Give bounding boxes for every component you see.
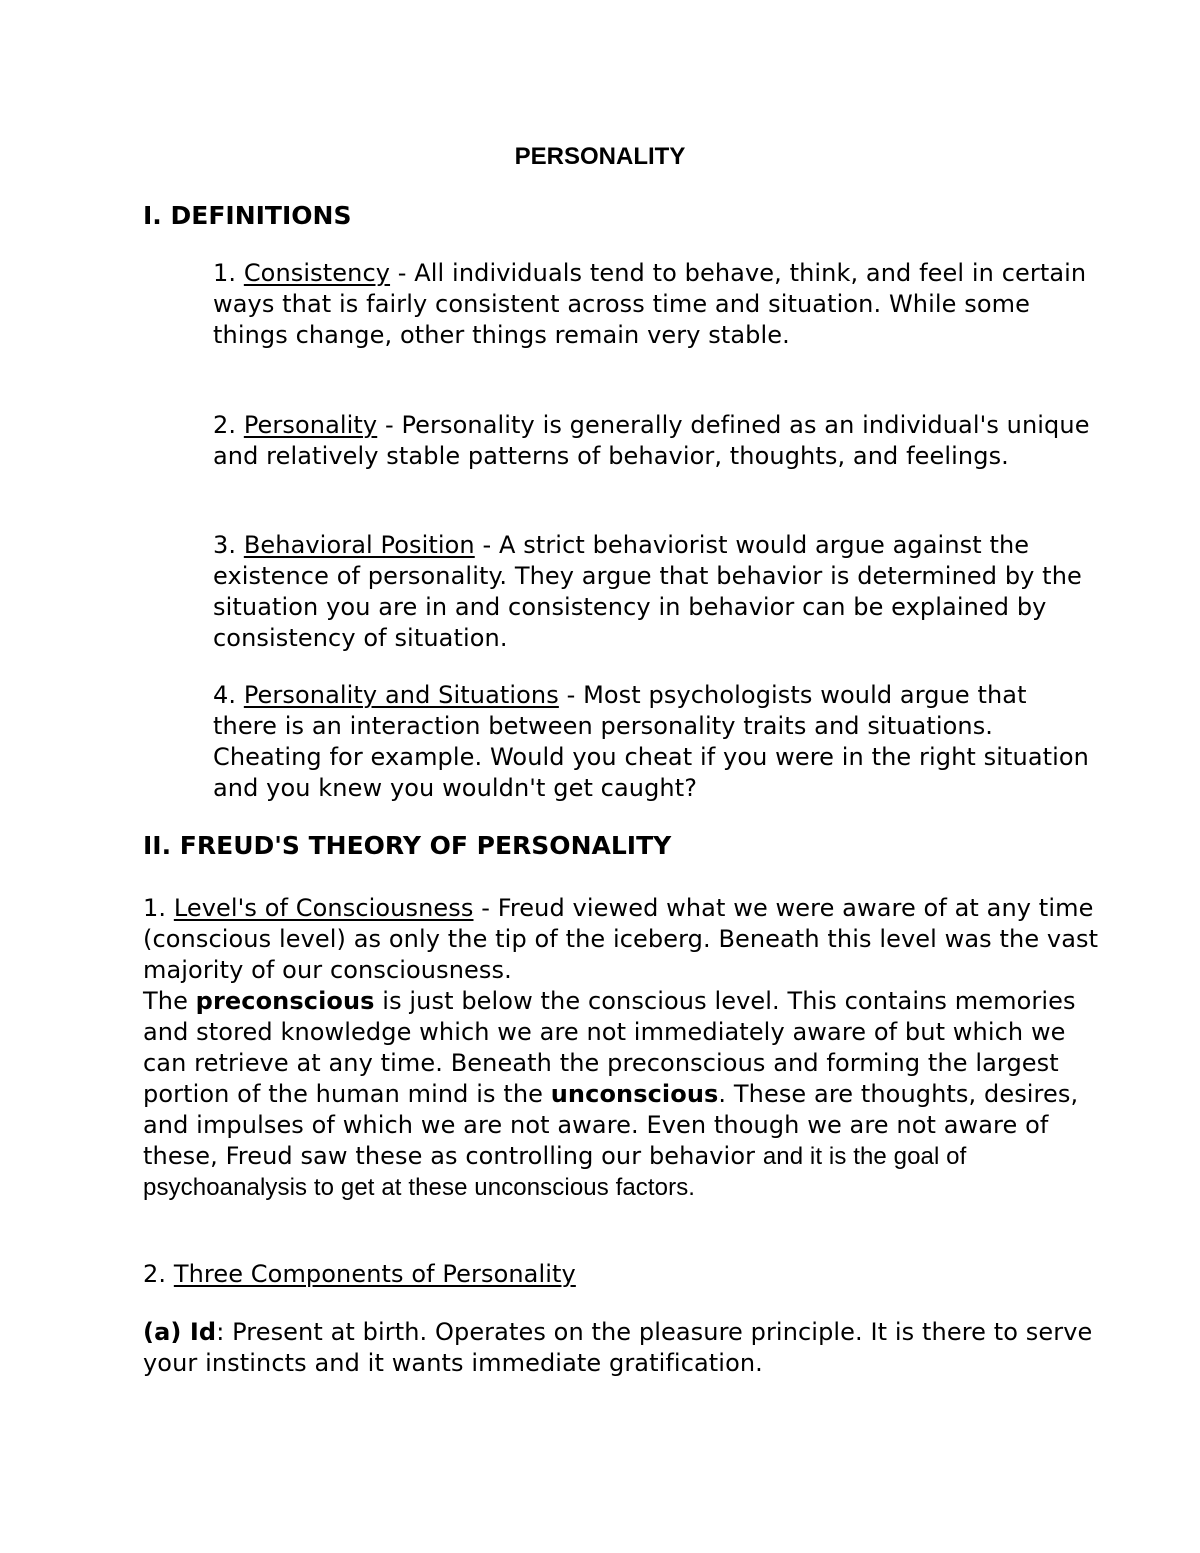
definition-text: A strict behaviorist would argue against the existence of personality. They argue that behavior is determined by the situation you are in and consistency in behavior can be explained by consistency of situation. [213,531,1082,652]
term-personality: Personality [243,411,378,439]
item-number: 1. [143,894,174,922]
levels-text: Freud viewed what we were aware of at any time (conscious level) as only the tip of the iceberg. Beneath this level was the vast majority of our consciousness. [143,894,1099,984]
definition-personality-and-situations: 4. Personality and Situations - Most psychologists would argue that there is an interaction between personality traits and situations. Cheating for example. Would you cheat if you were in the right situation and you knew you wouldn't get caught? [213,681,1089,802]
item-number: 2. [143,1260,174,1288]
term-consistency: Consistency [243,259,391,287]
item-number: 4. [213,681,244,709]
definition-behavioral-position: 3. Behavioral Position - A strict behaviorist would argue against the existence of personality. They argue that behavior is determined by the situation you are in and consistency in behavior can be explained by consistency of situation. [213,531,1082,652]
term-levels-of-consciousness: Level's of Consciousness [173,894,474,922]
term-three-components: Three Components of Personality [173,1260,576,1288]
definition-personality: 2. Personality - Personality is generally defined as an individual's unique and relatively stable patterns of behavior, thoughts, and feelings. [213,411,1090,470]
term-preconscious: preconscious [195,987,375,1015]
levels-text-end: and it is the goal of psychoanalysis to get at these unconscious factors. [143,1143,967,1201]
page-title: PERSONALITY [514,143,686,170]
term-personality-and-situations: Personality and Situations [243,681,559,709]
levels-of-consciousness-paragraph: 1. Level's of Consciousness - Freud viewed what we were aware of at any time (conscious level) as only the tip of the iceberg. Beneath this level was the vast majority of our consciousness. The preconscious is just below the conscious level. This contains memories and stored knowledge which we are not immediately aware of but which we can retrieve at any time. Beneath the preconscious and forming the largest portion of the human mind is the unconscious. These are thoughts, desires, and impulses of which we are not aware. Even though we are not aware of these, Freud saw these as controlling our behavior and it is the goal of psychoanalysis to get at these unconscious factors. [143,894,1099,1201]
definition-text: Personality is generally defined as an individual's unique and relatively stable patterns of behavior, thoughts, and feelings. [213,411,1090,470]
definition-consistency: 1. Consistency - All individuals tend to behave, think, and feel in certain ways that is fairly consistent across time and situation. While some things change, other things remain very stable. [213,259,1087,349]
term-behavioral-position: Behavioral Position [243,531,475,559]
definition-text: Most psychologists would argue that there is an interaction between personality traits and situations. Cheating for example. Would you cheat if you were in the right situation and you knew you wouldn't get caught? [213,681,1089,802]
item-number: 2. [213,411,244,439]
id-paragraph: (a) Id: Present at birth. Operates on the pleasure principle. It is there to serve your instincts and it wants immediate gratification. [143,1318,1093,1377]
section-heading-freud: II. FREUD'S THEORY OF PERSONALITY [143,831,672,860]
term-id: (a) Id [143,1318,217,1346]
definition-text: All individuals tend to behave, think, and feel in certain ways that is fairly consistent across time and situation. While some things change, other things remain very stable. [213,259,1087,349]
three-components-heading [143,1259,1103,1290]
item-number: 3. [213,531,244,559]
term-unconscious: unconscious [550,1080,719,1108]
section-heading-definitions: I. DEFINITIONS [143,201,352,230]
item-number: 1. [213,259,244,287]
id-text: Present at birth. Operates on the pleasure principle. It is there to serve your instincts and it wants immediate gratification. [143,1318,1093,1377]
